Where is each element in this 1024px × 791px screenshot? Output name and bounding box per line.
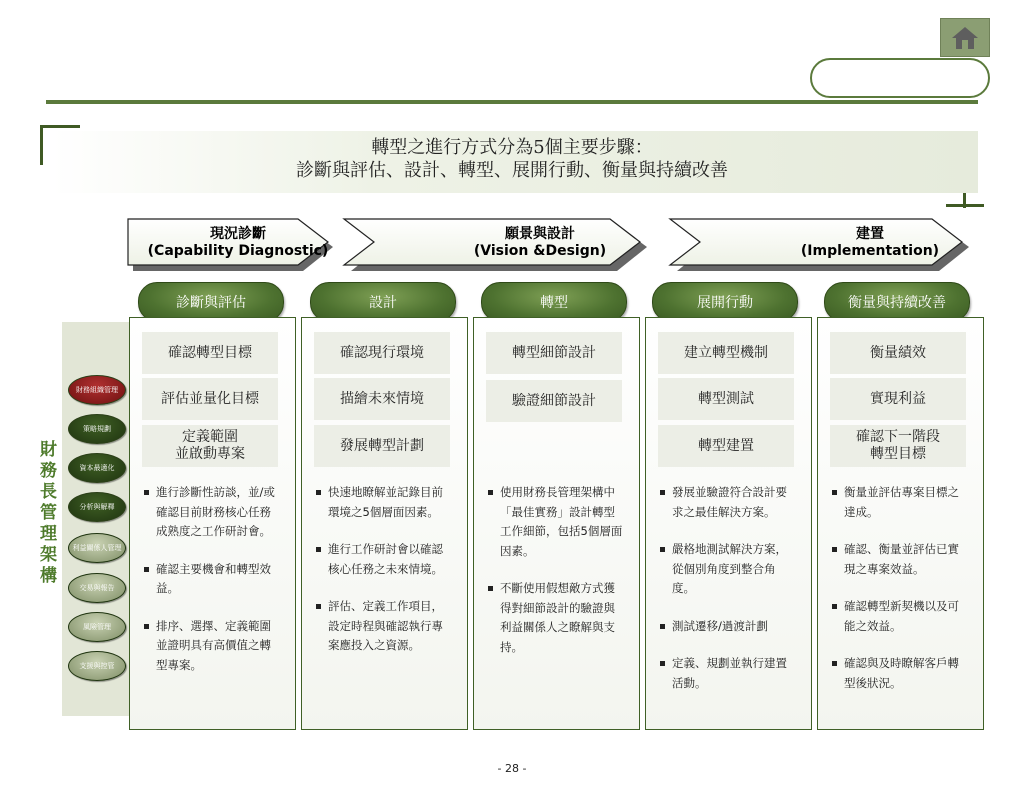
- corner-bracket-br-h: [946, 204, 984, 207]
- corner-bracket-tl-h: [40, 125, 80, 128]
- oval-5-label: 利益關係人管理: [72, 544, 122, 552]
- framework-oval-8[interactable]: [68, 651, 126, 681]
- task-box: 轉型建置: [658, 425, 794, 467]
- bullet-item: 測試遷移/過渡計劃: [658, 617, 798, 637]
- step-button-diagnose[interactable]: 診斷與評估: [138, 282, 284, 322]
- step-button-transform[interactable]: 轉型: [481, 282, 627, 322]
- framework-oval-1[interactable]: [68, 375, 126, 405]
- bullet-item: 進行工作研討會以確認核心任務之未來情境。: [314, 540, 454, 579]
- bullet-list: [658, 483, 798, 711]
- column-measure: [817, 317, 984, 730]
- home-button[interactable]: [940, 18, 990, 57]
- framework-oval-7[interactable]: [68, 612, 126, 642]
- bullet-item: 確認主要機會和轉型效益。: [142, 560, 282, 599]
- bullet-list: [314, 483, 454, 674]
- bullet-item: 使用財務長管理架構中「最佳實務」設計轉型工作細節，包括5個層面因素。: [486, 483, 626, 561]
- oval-8-label: 支援與控管: [79, 662, 115, 670]
- bullet-list: [486, 483, 626, 675]
- phase-label-3: [790, 226, 950, 260]
- task-box: 描繪未來情境: [314, 378, 450, 420]
- page-title: [0, 136, 1024, 182]
- phase-label-1: [140, 226, 336, 260]
- task-box: 確認現行環境: [314, 332, 450, 374]
- oval-7-label: 風險管理: [83, 623, 111, 631]
- phase-2-subtitle: (Vision &Design): [473, 243, 607, 259]
- oval-1-label: 財務組織管理: [76, 386, 118, 394]
- framework-oval-6[interactable]: [68, 573, 126, 603]
- bullet-item: 確認轉型新契機以及可能之效益。: [830, 597, 970, 636]
- bullet-item: 發展並驗證符合設計要求之最佳解決方案。: [658, 483, 798, 522]
- column-diagnose: [129, 317, 296, 730]
- bullet-item: 定義、規劃並執行建置活動。: [658, 654, 798, 693]
- framework-oval-2[interactable]: [68, 414, 126, 444]
- bullet-item: 衡量並評估專案目標之達成。: [830, 483, 970, 522]
- task-box: 轉型測試: [658, 378, 794, 420]
- home-icon: [950, 25, 980, 51]
- bullet-item: 評估、定義工作項目，設定時程與確認執行專案應投入之資源。: [314, 597, 454, 656]
- title-line-2: 診斷與評估、設計、轉型、展開行動、衡量與持續改善: [296, 160, 728, 181]
- phase-1-title: 現況診斷: [210, 226, 266, 242]
- bullet-list: [142, 483, 282, 693]
- framework-oval-5[interactable]: [68, 533, 126, 563]
- oval-6-label: 交易與報告: [79, 584, 115, 592]
- oval-4-label: 分析與解釋: [79, 503, 115, 511]
- bullet-item: 確認、衡量並評估已實現之專案效益。: [830, 540, 970, 579]
- column-deploy: [645, 317, 812, 730]
- task-box: 發展轉型計劃: [314, 425, 450, 467]
- oval-2-label: 策略規劃: [83, 425, 111, 433]
- step-button-deploy[interactable]: 展開行動: [652, 282, 798, 322]
- column-transform: [473, 317, 640, 730]
- page-number: - 28 -: [497, 762, 527, 775]
- bullet-item: 排序、選擇、定義範圍並證明具有高價值之轉型專案。: [142, 617, 282, 676]
- header-rule: [46, 100, 978, 104]
- framework-oval-4[interactable]: [68, 492, 126, 522]
- bullet-item: 不斷使用假想敵方式獲得對細節設計的驗證與利益關係人之瞭解與支持。: [486, 579, 626, 657]
- bullet-item: 進行診斷性訪談，並/或確認目前財務核心任務成熟度之工作研討會。: [142, 483, 282, 542]
- phase-1-subtitle: (Capability Diagnostic): [147, 243, 329, 259]
- task-box: 驗證細節設計: [486, 380, 622, 422]
- task-box: 衡量績效: [830, 332, 966, 374]
- title-line-1: 轉型之進行方式分為5個主要步驟：: [371, 137, 653, 158]
- task-box: 評估並量化目標: [142, 378, 278, 420]
- step-button-design[interactable]: 設計: [310, 282, 456, 322]
- task-box: 定義範圍 並啟動專案: [142, 425, 278, 467]
- task-box: 確認轉型目標: [142, 332, 278, 374]
- task-box: 轉型細節設計: [486, 332, 622, 374]
- task-box: 實現利益: [830, 378, 966, 420]
- column-design: [301, 317, 468, 730]
- task-box: 確認下一階段 轉型目標: [830, 425, 966, 467]
- phase-label-2: [440, 226, 640, 260]
- step-button-measure[interactable]: 衡量與持續改善: [824, 282, 970, 322]
- framework-title: 財務長管理架構: [36, 440, 56, 587]
- phase-2-title: 願景與設計: [505, 226, 575, 242]
- bullet-item: 確認與及時瞭解客戶轉型後狀況。: [830, 654, 970, 693]
- bullet-item: 快速地瞭解並記錄目前環境之5個層面因素。: [314, 483, 454, 522]
- header-pill: [810, 58, 990, 98]
- task-box: 建立轉型機制: [658, 332, 794, 374]
- bullet-list: [830, 483, 970, 711]
- phase-3-subtitle: (Implementation): [800, 243, 940, 259]
- bullet-item: 嚴格地測試解決方案，從個別角度到整合角度。: [658, 540, 798, 599]
- phase-3-title: 建置: [856, 226, 884, 242]
- oval-3-label: 資本最適化: [79, 464, 115, 472]
- framework-oval-3[interactable]: [68, 453, 126, 483]
